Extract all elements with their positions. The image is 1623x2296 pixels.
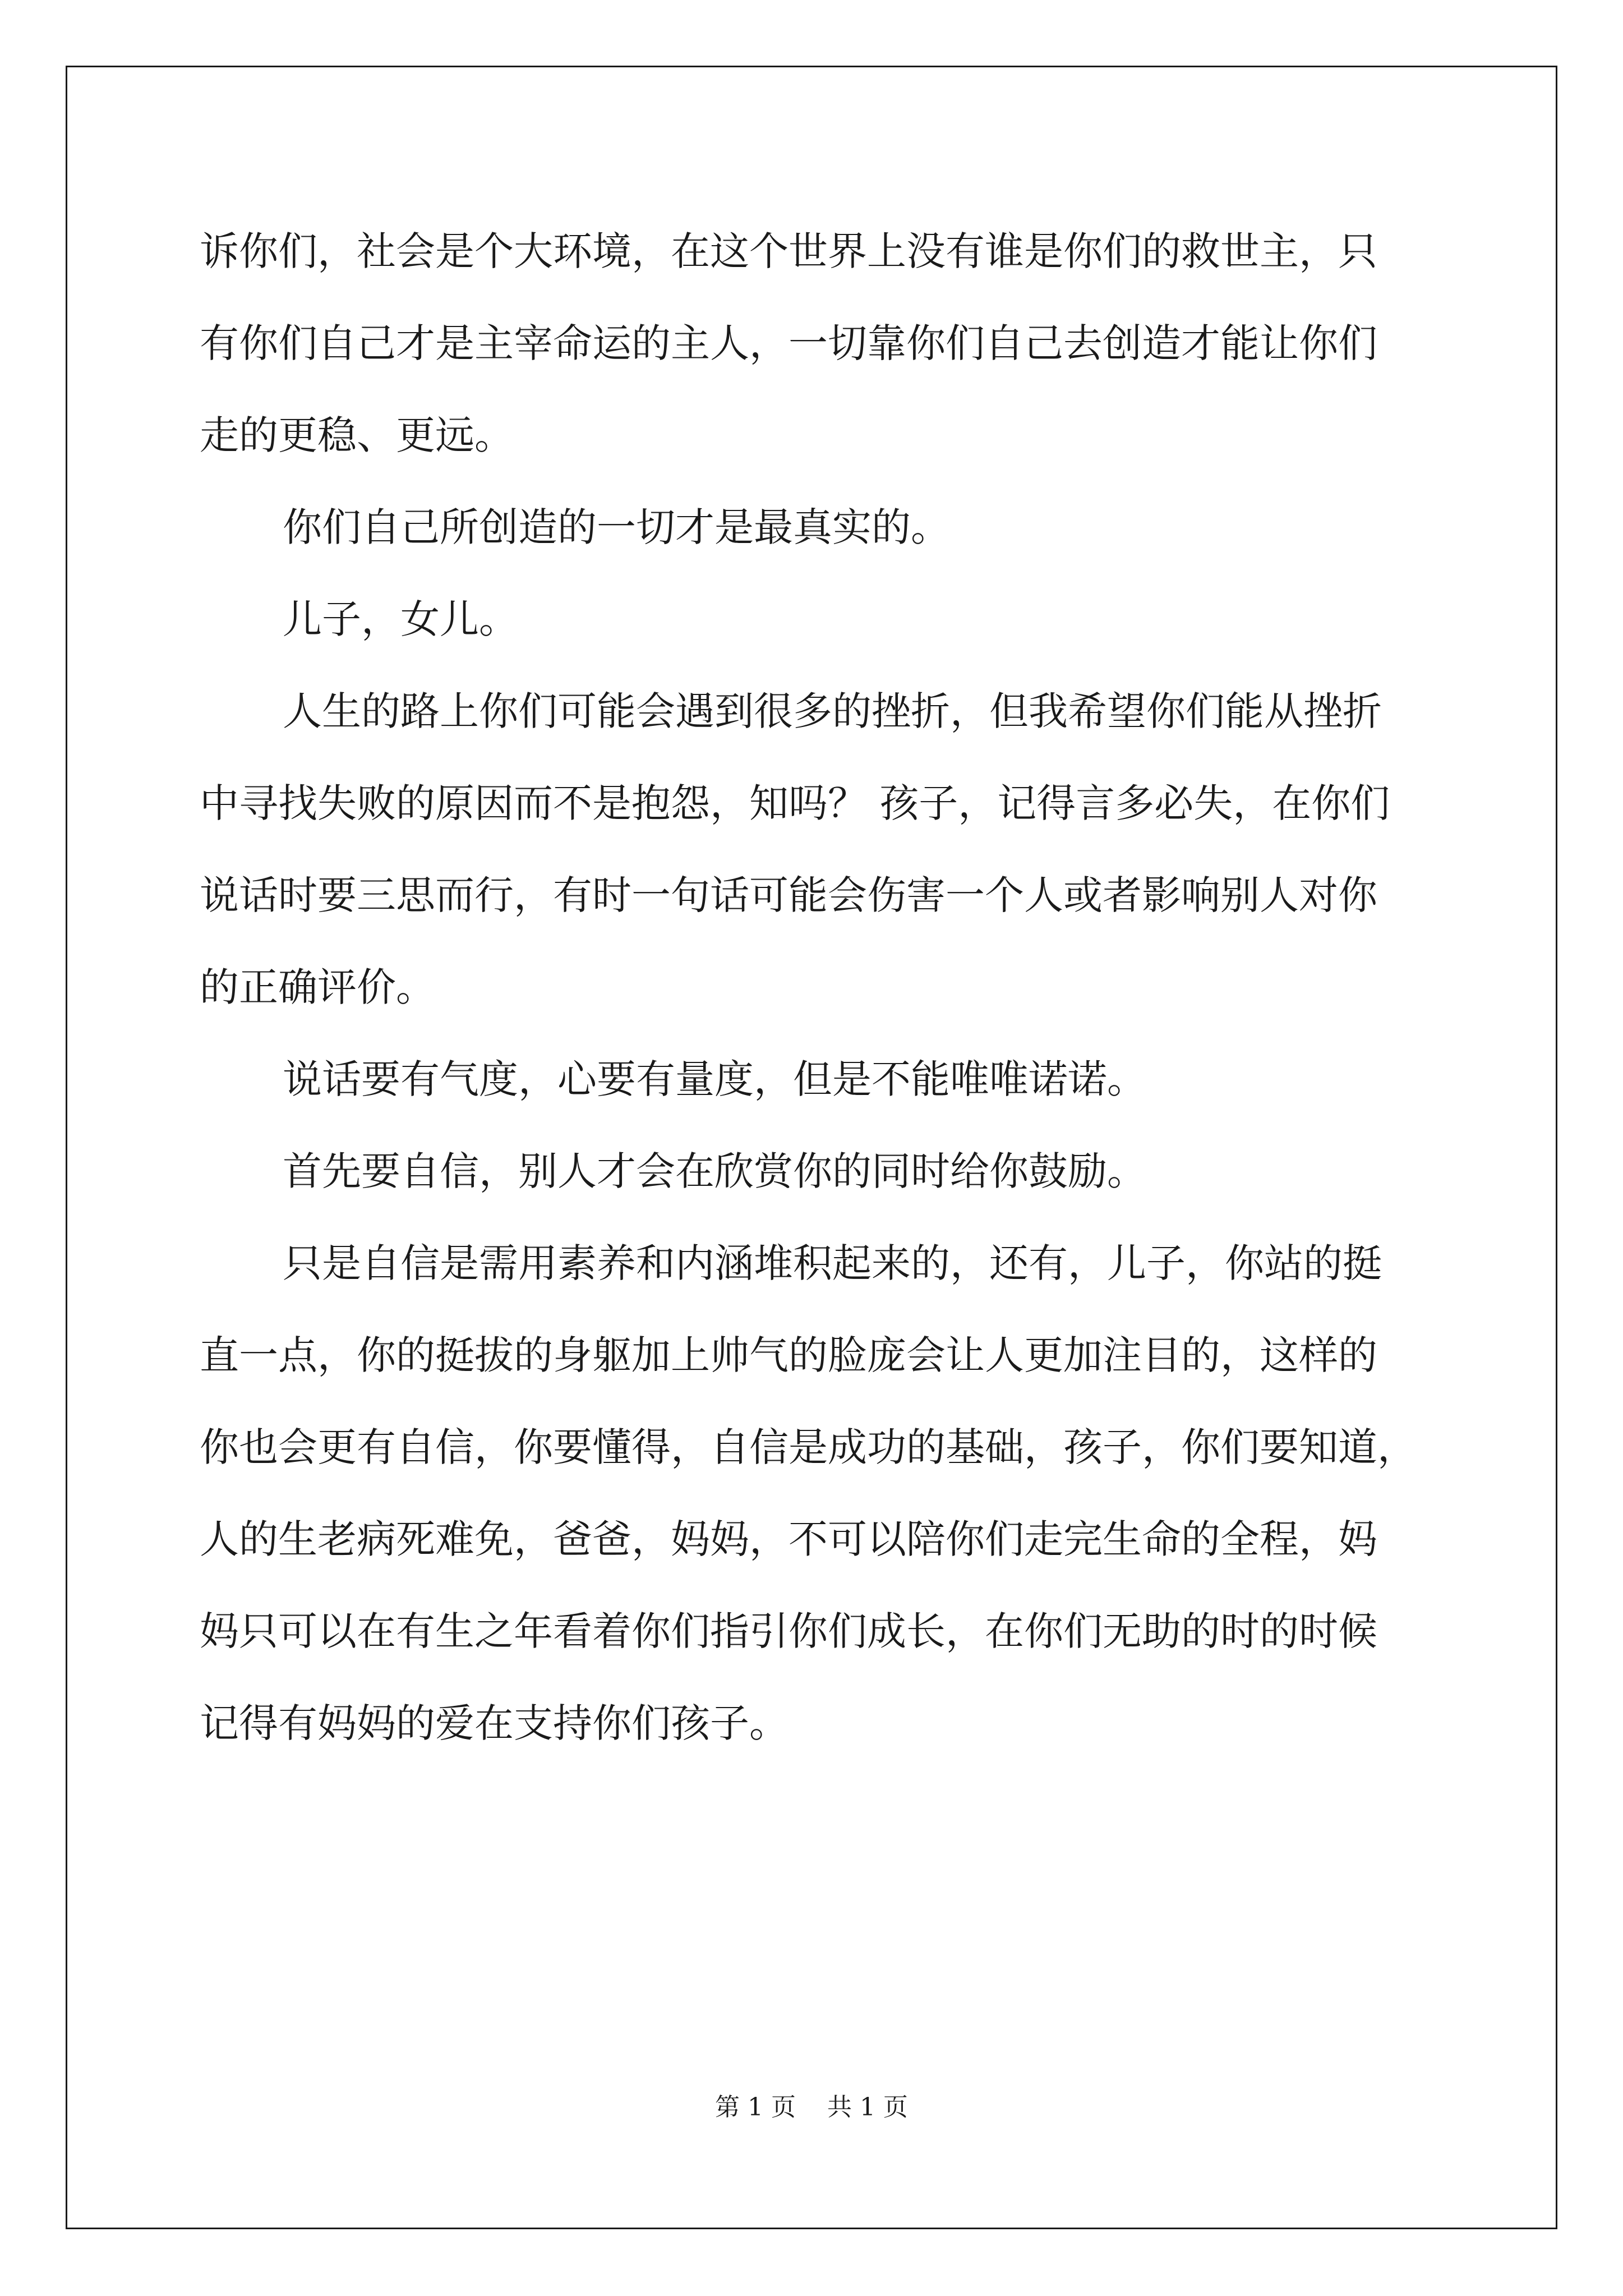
text-line: 儿子，女儿。	[283, 596, 518, 642]
text-line: 说话时要三思而行，有时一句话可能会伤害一个人或者影响别人对你	[200, 872, 1377, 918]
text-line: 的正确评价。	[200, 964, 435, 1010]
document-body	[200, 205, 1450, 1769]
text-line: 人的生老病死难免，爸爸，妈妈，不可以陪你们走完生命的全程，妈	[200, 1516, 1377, 1562]
text-line: 走的更稳、更远。	[200, 412, 514, 458]
text-line: 你也会更有自信，你要懂得，自信是成功的基础，孩子，你们要知道，	[200, 1424, 1417, 1470]
text-line: 诉你们，社会是个大环境，在这个世界上没有谁是你们的救世主，只	[200, 228, 1377, 274]
text-line: 你们自己所创造的一切才是最真实的。	[283, 504, 950, 550]
text-line: 中寻找失败的原因而不是抱怨，知吗？ 孩子，记得言多必失，在你们	[200, 780, 1390, 826]
text-line: 记得有妈妈的爱在支持你们孩子。	[200, 1700, 789, 1746]
text-line: 直一点，你的挺拔的身躯加上帅气的脸庞会让人更加注目的，这样的	[200, 1332, 1377, 1378]
text-line: 首先要自信，别人才会在欣赏你的同时给你鼓励。	[283, 1148, 1146, 1194]
text-line: 说话要有气度，心要有量度，但是不能唯唯诺诺。	[283, 1056, 1146, 1102]
text-line: 只是自信是需用素养和内涵堆积起来的，还有，儿子，你站的挺	[283, 1240, 1382, 1286]
page-number-footer: 第 1 页 共 1 页	[715, 2093, 908, 2122]
text-line: 有你们自己才是主宰命运的主人，一切靠你们自己去创造才能让你们	[200, 320, 1377, 366]
text-line: 人生的路上你们可能会遇到很多的挫折，但我希望你们能从挫折	[283, 688, 1382, 734]
text-line: 妈只可以在有生之年看着你们指引你们成长，在你们无助的时的时候	[200, 1608, 1377, 1654]
